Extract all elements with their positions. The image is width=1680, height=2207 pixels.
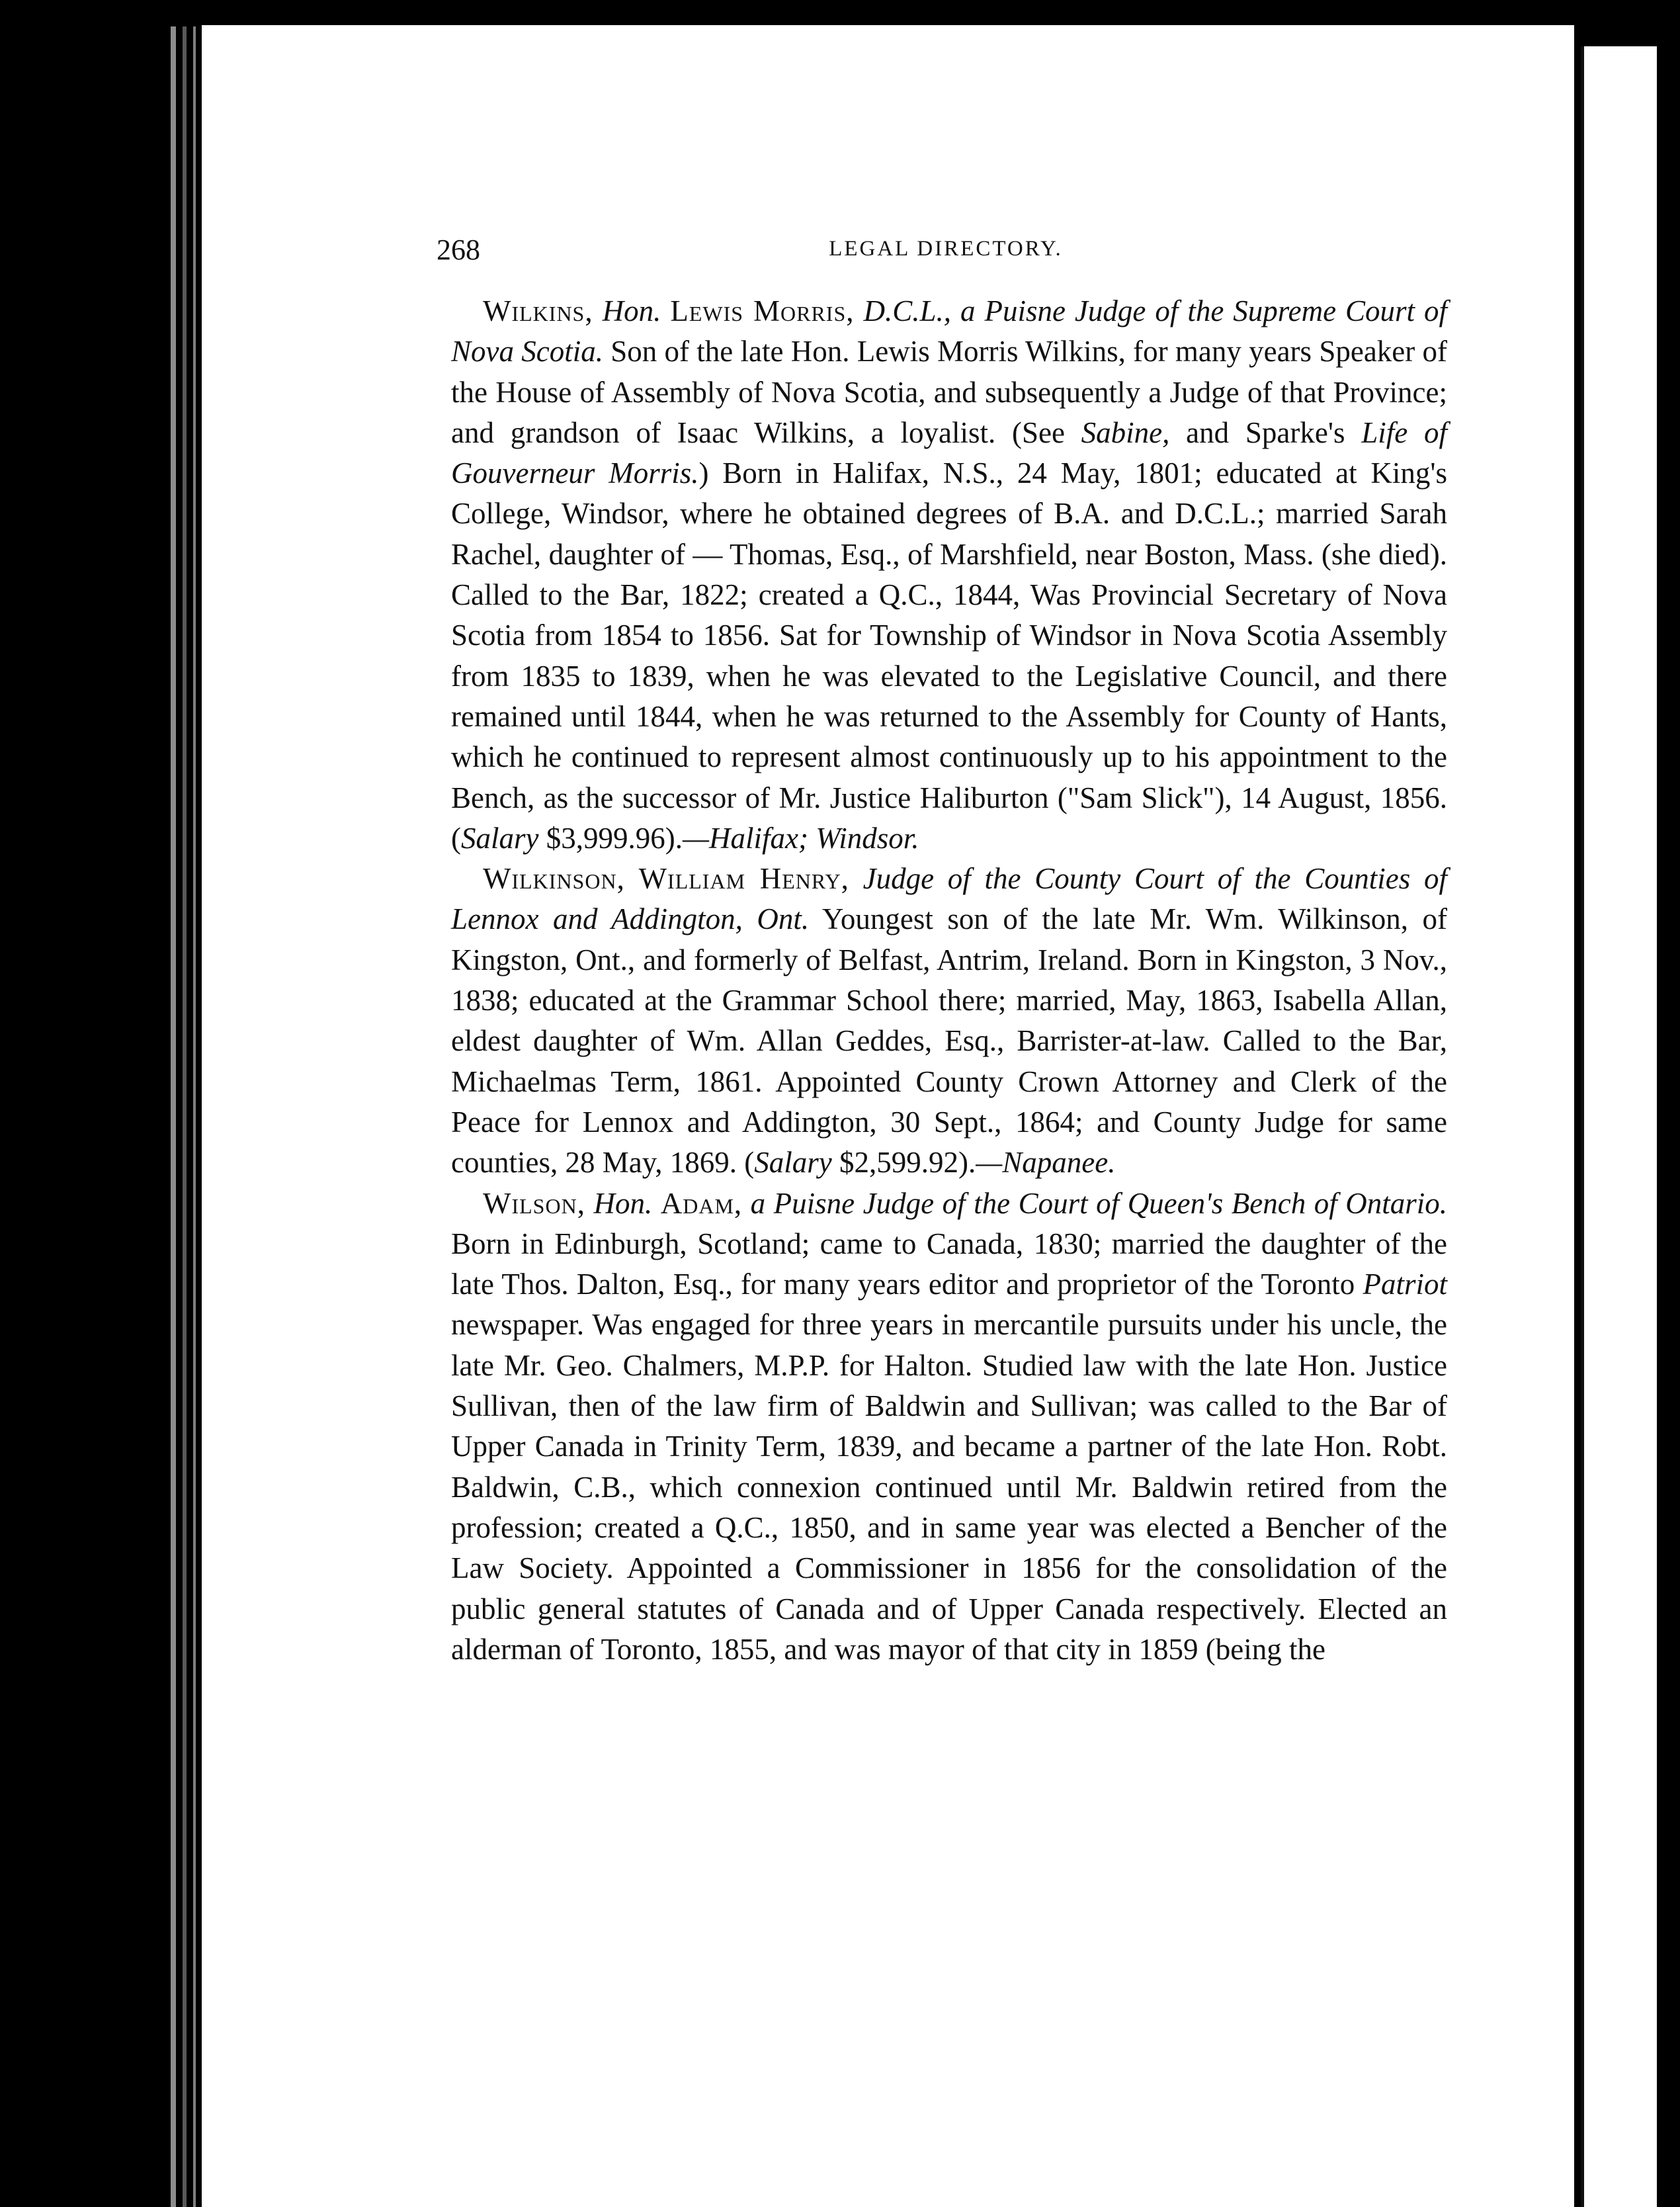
salary-amount: $2,599.92).	[831, 1146, 976, 1180]
running-head: LEGAL DIRECTORY.	[829, 237, 1063, 261]
salary-amount: $3,999.96).	[538, 821, 683, 855]
salary-label: Salary	[754, 1146, 832, 1180]
directory-text	[451, 291, 1447, 1670]
directory-entry	[451, 1184, 1447, 1670]
page-header	[437, 233, 1455, 273]
entry-given-names: Lewis Morris,	[670, 294, 855, 327]
binding-edge	[193, 26, 196, 2207]
entry-honorific: Hon.	[602, 294, 661, 327]
binding-edge	[171, 26, 176, 2207]
entry-surname: Wilkinson,	[483, 862, 625, 896]
entry-text: and Sparke's	[1169, 415, 1362, 449]
entry-title: Judge of the County Court of the Counties of Lennox and Addington, Ont.	[451, 862, 1447, 936]
entry-text: Born in Edinburgh, Scotland; came to Canada, 1830; married the daughter of the late Thos. Dalton, Esq., for many years editor and proprietor of the Toronto	[451, 1227, 1447, 1301]
entry-text: Son of the late Hon. Lewis Morris Wilkins, for many years Speaker of the House of Assembly of Nova Scotia, and subsequently a Judge of that Province; and grandson of Isaac Wilkins, a loyalist. (See	[451, 335, 1448, 449]
entry-title: D.C.L., a Puisne Judge of the Supreme Court of Nova Scotia.	[451, 294, 1448, 368]
binding-edge	[183, 26, 187, 2207]
entry-surname: Wilson,	[483, 1186, 585, 1220]
entry-text: Youngest son of the late Mr. Wm. Wilkinson, of Kingston, Ont., and formerly of Belfast, Antrim, Ireland. Born in Kingston, 3 Nov., 1838; educated at the Grammar School there; married, May, 1863, Isabella Allan, eldest daughter of Wm. Allan Geddes, Esq., Barrister-at-law. Called to the Bar, Michaelmas Term, 1861. Appointed County Crown Attorney and Clerk of the Peace for Lennox and Addington, 30 Sept., 1864; and County Judge for same counties, 28 May, 1869. (	[451, 902, 1447, 1180]
entry-title: a Puisne Judge of the Court of Queen's Bench of Ontario.	[750, 1186, 1448, 1220]
entry-surname: Wilkins,	[483, 294, 593, 327]
entry-residence: —Napanee.	[976, 1146, 1116, 1180]
page-number: 268	[437, 234, 480, 266]
entry-reference: Patriot	[1363, 1268, 1447, 1301]
entry-text: newspaper. Was engaged for three years in mercantile pursuits under his uncle, the late Mr. Geo. Chalmers, M.P.P. for Halton. Studied law with the late Hon. Justice Sullivan, then of the law firm of Baldwin and Sullivan; was called to the Bar of Upper Canada in Trinity Term, 1839, and became a partner of the late Hon. Robt. Baldwin, C.B., which connexion continued until Mr. Baldwin retired from the profession; created a Q.C., 1850, and in same year was elected a Bencher of the Law Society. Appointed a Commissioner in 1856 for the consolidation of the public general statutes of Canada and of Upper Canada respectively. Elected an alderman of Toronto, 1855, and was mayor of that city in 1859 (being the	[451, 1308, 1447, 1666]
directory-entry	[451, 291, 1447, 859]
entry-given-names: William Henry,	[638, 862, 849, 896]
directory-entry	[451, 859, 1447, 1183]
entry-residence: —Halifax; Windsor.	[683, 821, 919, 855]
salary-label: Salary	[461, 821, 539, 855]
entry-honorific: Hon.	[593, 1186, 653, 1220]
entry-reference: Sabine,	[1081, 415, 1170, 449]
entry-given-names: Adam,	[660, 1186, 743, 1220]
next-page-edge	[1584, 46, 1657, 2207]
entry-reference: Life of Gouverneur Morris.	[451, 415, 1447, 490]
entry-text: ) Born in Halifax, N.S., 24 May, 1801; educated at King's College, Windsor, where he obtained degrees of B.A. and D.C.L.; married Sarah Rachel, daughter of — Thomas, Esq., of Marshfield, near Boston, Mass. (she died). Called to the Bar, 1822; created a Q.C., 1844, Was Provincial Secretary of Nova Scotia from 1854 to 1856. Sat for Township of Windsor in Nova Scotia Assembly from 1835 to 1839, when he was elevated to the Legislative Council, and there remained until 1844, when he was returned to the Assembly for County of Hants, which he continued to represent almost continuously up to his appointment to the Bench, as the successor of Mr. Justice Haliburton ("Sam Slick"), 14 August, 1856. (	[451, 456, 1447, 855]
